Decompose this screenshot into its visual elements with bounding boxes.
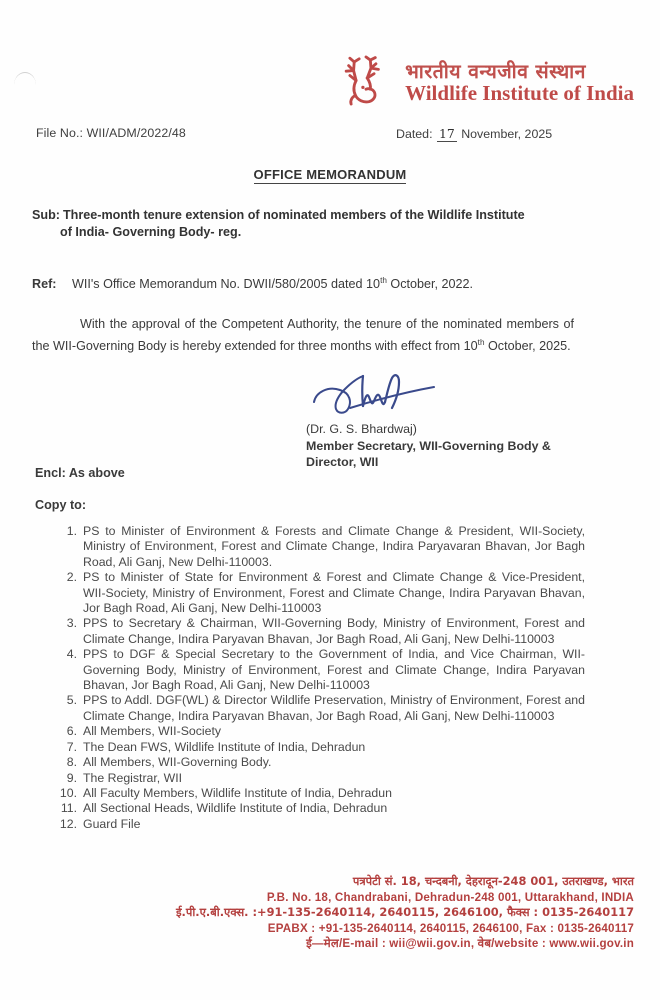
list-item <box>55 570 585 616</box>
date-suffix-label: November, 2025 <box>461 127 553 141</box>
handwritten-date-value: 17 <box>438 126 455 141</box>
list-item-text: All Sectional Heads, Wildlife Institute of India, Dehradun <box>83 801 388 816</box>
body-text-after: October, 2025. <box>484 338 571 353</box>
letterhead-english-name: Wildlife Institute of India <box>405 81 634 106</box>
file-number: File No.: WII/ADM/2022/48 <box>36 126 186 140</box>
list-item <box>55 647 585 693</box>
body-paragraph <box>32 315 574 355</box>
footer-address-block <box>0 874 634 952</box>
enclosure-line: Encl: As above <box>35 466 125 480</box>
reference-label: Ref: <box>32 277 57 292</box>
reference-text-before: WII's Office Memorandum No. DWII/580/2005 dated 10 <box>72 277 381 292</box>
footer-line-english-address: P.B. No. 18, Chandrabani, Dehradun-248 001, Uttarakhand, INDIA <box>266 890 634 904</box>
list-item <box>55 693 585 724</box>
reference-block <box>32 272 592 293</box>
footer-line-english-phone: EPABX : +91-135-2640114, 2640115, 2646100, Fax : 0135-2640117 <box>267 921 634 935</box>
footer-line-hindi-phone: ई.पी.ए.बी.एक्स. :+91-135-2640114, 2640115, 2646100, फैक्स : 0135-2640117 <box>175 905 634 919</box>
signatory-role-line-1: Member Secretary, WII-Governing Body & <box>306 438 551 453</box>
list-item-text: All Members, WII-Governing Body. <box>83 755 272 770</box>
list-item <box>55 524 585 570</box>
list-item <box>55 616 585 647</box>
list-item-text: All Faculty Members, Wildlife Institute of India, Dehradun <box>83 785 392 800</box>
footer-line-email-website: ई—मेल/E-mail : wii@wii.gov.in, वेब/website : www.wii.gov.in <box>306 937 634 950</box>
list-item-number: 12. <box>59 816 77 831</box>
list-item-number: 9. <box>66 770 77 785</box>
copy-distribution-list <box>55 524 585 832</box>
footer-line-hindi-address: पत्रपेटी सं. 18, चन्दबनी, देहरादून-248 001, उतराखण्ड, भारत <box>352 874 634 888</box>
list-item-number: 10. <box>59 785 77 800</box>
scan-artifact-mark <box>14 72 36 85</box>
list-item-number: 3. <box>66 616 77 631</box>
subject-label: Sub: <box>32 208 60 222</box>
list-item-text: PS to Minister of Environment & Forests and Climate Change & President, WII-Society, Ministry of Environment, Forest and Climate Change, Indira Paryavaran Bhavan, Jor Bagh Road, Ali Ganj, New Delhi-110003. <box>83 524 585 569</box>
signatory-role-line-2: Director, WII <box>306 455 379 469</box>
subject-block <box>32 207 592 241</box>
list-item <box>55 740 585 755</box>
deer-head-logo-icon <box>335 52 397 114</box>
list-item-number: 7. <box>66 739 77 754</box>
body-text-before: With the approval of the Competent Authority, the tenure of the nominated members of the WII-Governing Body is hereby extended for three months with effect from 10 <box>32 317 574 353</box>
list-item-number: 4. <box>66 647 77 662</box>
reference-ordinal: th <box>380 276 387 285</box>
signatory-name: (Dr. G. S. Bhardwaj) <box>306 422 417 436</box>
letterhead <box>335 52 634 114</box>
list-item-text: PPS to Secretary & Chairman, WII-Governing Body, Ministry of Environment, Forest and Climate Change, Indira Paryavan Bhavan, Jor Bagh Road, Ali Ganj, New Delhi-110003 <box>83 616 585 646</box>
list-item <box>55 817 585 832</box>
signature-block <box>306 368 551 471</box>
list-item-number: 8. <box>66 755 77 770</box>
page-title <box>0 167 660 182</box>
body-ordinal: th <box>477 337 485 347</box>
subject-line-1: Three-month tenure extension of nominated members of the Wildlife Institute <box>62 208 525 222</box>
list-item-number: 6. <box>66 724 77 739</box>
list-item-text: The Dean FWS, Wildlife Institute of India, Dehradun <box>83 739 366 754</box>
page-title-text: OFFICE MEMORANDUM <box>253 167 407 182</box>
list-item-text: The Registrar, WII <box>83 770 183 785</box>
list-item <box>55 801 585 816</box>
list-item-text: PS to Minister of State for Environment & Forest and Climate Change & Vice-President, WII-Society, Ministry of Environment, Forest and Climate Change, Indira Paryavan Bhavan, Jor Bagh Road, Ali Ganj, New Delhi-110003 <box>83 570 585 616</box>
list-item-text: PPS to DGF & Special Secretary to the Government of India, and Vice Chairman, WII-Governing Body, Ministry of Environment, Forest and Climate Change, Indira Paryavan Bhavan, Jor Bagh Road, Ali Ganj, New Delhi-110003 <box>83 647 585 693</box>
list-item-text: All Members, WII-Society <box>83 724 222 739</box>
list-item <box>55 724 585 739</box>
letterhead-hindi-name: भारतीय वन्यजीव संस्थान <box>405 59 586 83</box>
list-item-number: 11. <box>60 801 77 816</box>
list-item <box>55 755 585 770</box>
date-line <box>396 126 552 141</box>
reference-text-after: October, 2022. <box>386 277 474 292</box>
copy-to-label: Copy to: <box>35 498 87 512</box>
handwritten-signature-icon <box>306 368 456 420</box>
list-item-text: Guard File <box>83 816 141 831</box>
list-item <box>55 771 585 786</box>
subject-line-2: of India- Governing Body- reg. <box>60 225 242 239</box>
list-item-number: 5. <box>66 693 77 708</box>
date-prefix-label: Dated: <box>396 127 433 141</box>
list-item-text: PPS to Addl. DGF(WL) & Director Wildlife Preservation, Ministry of Environment, Forest and Climate Change, Indira Paryavan Bhavan, Jor Bagh Road, Ali Ganj, New Delhi-110003 <box>83 693 585 723</box>
list-item-number: 2. <box>66 570 77 585</box>
list-item <box>55 786 585 801</box>
list-item-number: 1. <box>66 524 77 538</box>
